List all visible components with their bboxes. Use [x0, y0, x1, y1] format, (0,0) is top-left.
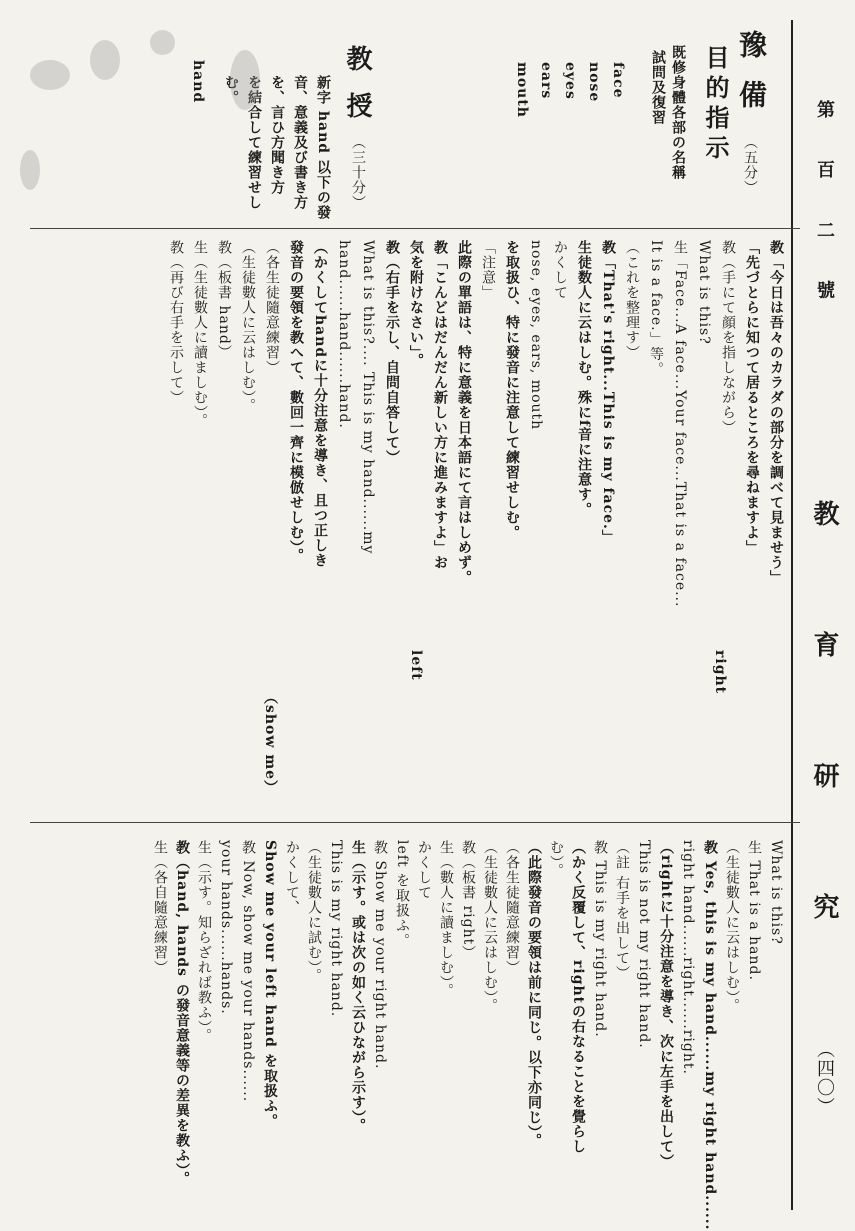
new-word-line-3: を、言ひ方聞き方	[269, 75, 285, 195]
mid-line-26: 教（再び右手を示して）	[168, 240, 184, 405]
bot-line-4: 教 Yes, this is my hand......my right hand......	[702, 840, 718, 1231]
mid-line-19: hand......hand......hand.	[336, 240, 352, 429]
teach-heading: 教 授	[342, 45, 372, 125]
mid-line-12: を取扱ひ、特に發音に注意して練習せしむ。	[504, 240, 520, 540]
bot-line-13: （各生徒隨意練習）	[504, 840, 520, 975]
bot-line-1: What is this?	[768, 840, 784, 945]
purpose-heading: 目的指示	[701, 45, 730, 165]
bot-line-16: 生（數人に讀ましむ）。	[438, 840, 454, 998]
mid-line-16: 気を附けなさい」。	[408, 240, 424, 368]
bot-line-20: 生（示す。或は次の如く云ひながら示す）。	[350, 840, 366, 1133]
mid-line-10: かくして	[552, 240, 568, 300]
teach-time: （三十分）	[350, 135, 366, 210]
scan-speck	[150, 30, 175, 55]
header-rule	[791, 20, 793, 1210]
bot-line-5: right hand......right......right.	[680, 840, 696, 1075]
bot-line-25: 教 Now, show me your hands......	[240, 840, 256, 1103]
page-number: （四〇）	[814, 1040, 835, 1116]
scan-speck	[20, 150, 40, 190]
mid-line-25: 生（生徒數人に讀ましむ）。	[192, 240, 208, 428]
vocab-nose: nose	[586, 62, 602, 103]
bot-line-2: 生 That is a hand.	[746, 840, 762, 981]
mid-line-2: 「先づとらに知つて居るところを尋ねますよ」	[744, 240, 760, 555]
bot-line-26: your hands......hands.	[218, 840, 234, 1015]
new-word-line-4: を結合して練習せし	[246, 75, 262, 210]
mid-line-22: （各生徒隨意練習）	[264, 240, 280, 375]
vocab-face: face	[610, 62, 626, 99]
vocab-mouth: mouth	[514, 62, 530, 118]
vocab-ears: ears	[538, 62, 554, 100]
review-note: 既修身體各部の名稱	[670, 45, 686, 180]
mid-line-5: 生「Face...A face...Your face...That is a face...	[672, 240, 688, 608]
mid-line-17: 教（右手を示し、自問自答して）	[384, 240, 400, 465]
mid-line-1: 教「今日は吾々のカラダの部分を調べて見ませう」	[768, 240, 784, 585]
new-word-line-5: む。	[223, 75, 239, 105]
bot-line-11: む）。	[548, 840, 564, 878]
issue-number: 第 百 二 號	[814, 100, 835, 317]
bot-line-29: 生（各自隨意練習）	[152, 840, 168, 975]
bot-line-24: Show me your left hand を取扱ふ。	[262, 840, 278, 1129]
bot-line-28: 教（hand, hands の發音意義等の差異を教ふ）。	[174, 840, 190, 1186]
bot-line-3: （生徒數人に云はしむ）。	[724, 840, 740, 1013]
column-divider	[30, 822, 800, 823]
bot-line-19: 教 Show me your right hand.	[372, 840, 388, 1070]
prep-time: （五分）	[742, 135, 758, 195]
bot-line-15: 教（板書 right）	[460, 840, 476, 961]
bot-line-9: 教 This is my right hand.	[592, 840, 608, 1038]
mid-line-13: 「注意」	[480, 240, 496, 300]
mid-line-18: What is this?.... This is my hand......my	[360, 240, 376, 555]
margin-show-me: （show me）	[262, 690, 278, 796]
panel-divider	[30, 228, 800, 229]
mid-line-4: What is this?	[696, 240, 712, 345]
bot-line-12: （此際發音の要領は前に同じ。以下亦同じ）。	[526, 840, 542, 1148]
journal-title: 教 育 研 究	[809, 500, 839, 968]
mid-line-9: 生徒数人に云はしむ。殊にf音に注意す。	[576, 240, 592, 518]
margin-left-word: left	[408, 650, 424, 681]
prep-heading: 豫 備	[735, 30, 768, 114]
review-note-2: 試問及復習	[650, 50, 666, 125]
bot-line-14: （生徒數人に云はしむ）。	[482, 840, 498, 1013]
bot-line-23: かくして、	[284, 840, 300, 915]
mid-line-6: It is a face.」等。	[648, 240, 664, 377]
mid-line-3: 教（手にて顔を指しながら）	[720, 240, 736, 435]
mid-line-20: （かくしてhandに十分注意を導き、且つ正しき	[312, 240, 328, 569]
mid-line-23: （生徒數人に云はしむ）。	[240, 240, 256, 413]
bot-line-6: （rightに十分注意を導き、次に左手を出して）	[658, 840, 674, 1170]
bot-line-17: かくして	[416, 840, 432, 900]
mid-line-11: nose, eyes, ears, mouth	[528, 240, 544, 431]
new-word-line-2: 音、意義及び書き方	[292, 75, 308, 210]
scan-speck	[90, 40, 120, 80]
bot-line-27: 生（示す。知らざれば教ふ）。	[196, 840, 212, 1043]
bot-line-7: This is not my right hand.	[636, 840, 652, 1049]
margin-right-word: right	[712, 650, 728, 695]
mid-line-14: 此際の單語は、特に意義を日本語にて言はしめず。	[456, 240, 472, 585]
bot-line-8: （註 右手を出して）	[614, 840, 630, 981]
mid-line-21: 發音の要領を教へて、數回一齊に模倣せしむ）。	[288, 240, 304, 563]
mid-line-8: 教「That's right...This is my face.」	[600, 240, 616, 545]
new-word-line-1: 新字 hand 以下の發	[315, 75, 331, 220]
mid-line-24: 教（板書 hand）	[216, 240, 232, 360]
bot-line-18: left を取扱ふ。	[394, 840, 410, 949]
bot-line-21: This is my right hand.	[328, 840, 344, 1018]
mid-line-7: （これを整理す）	[624, 240, 640, 360]
scan-speck	[30, 60, 70, 90]
vocab-eyes: eyes	[562, 62, 578, 100]
bot-line-10: （かく反覆して、rightの右なることを覺らし	[570, 840, 586, 1155]
hand-word: hand	[190, 60, 206, 104]
mid-line-15: 教「こんどはだんだん新しい方に進みますよ」お	[432, 240, 448, 570]
bot-line-22: （生徒數人に試む）。	[306, 840, 322, 983]
scan-speck	[230, 50, 260, 110]
